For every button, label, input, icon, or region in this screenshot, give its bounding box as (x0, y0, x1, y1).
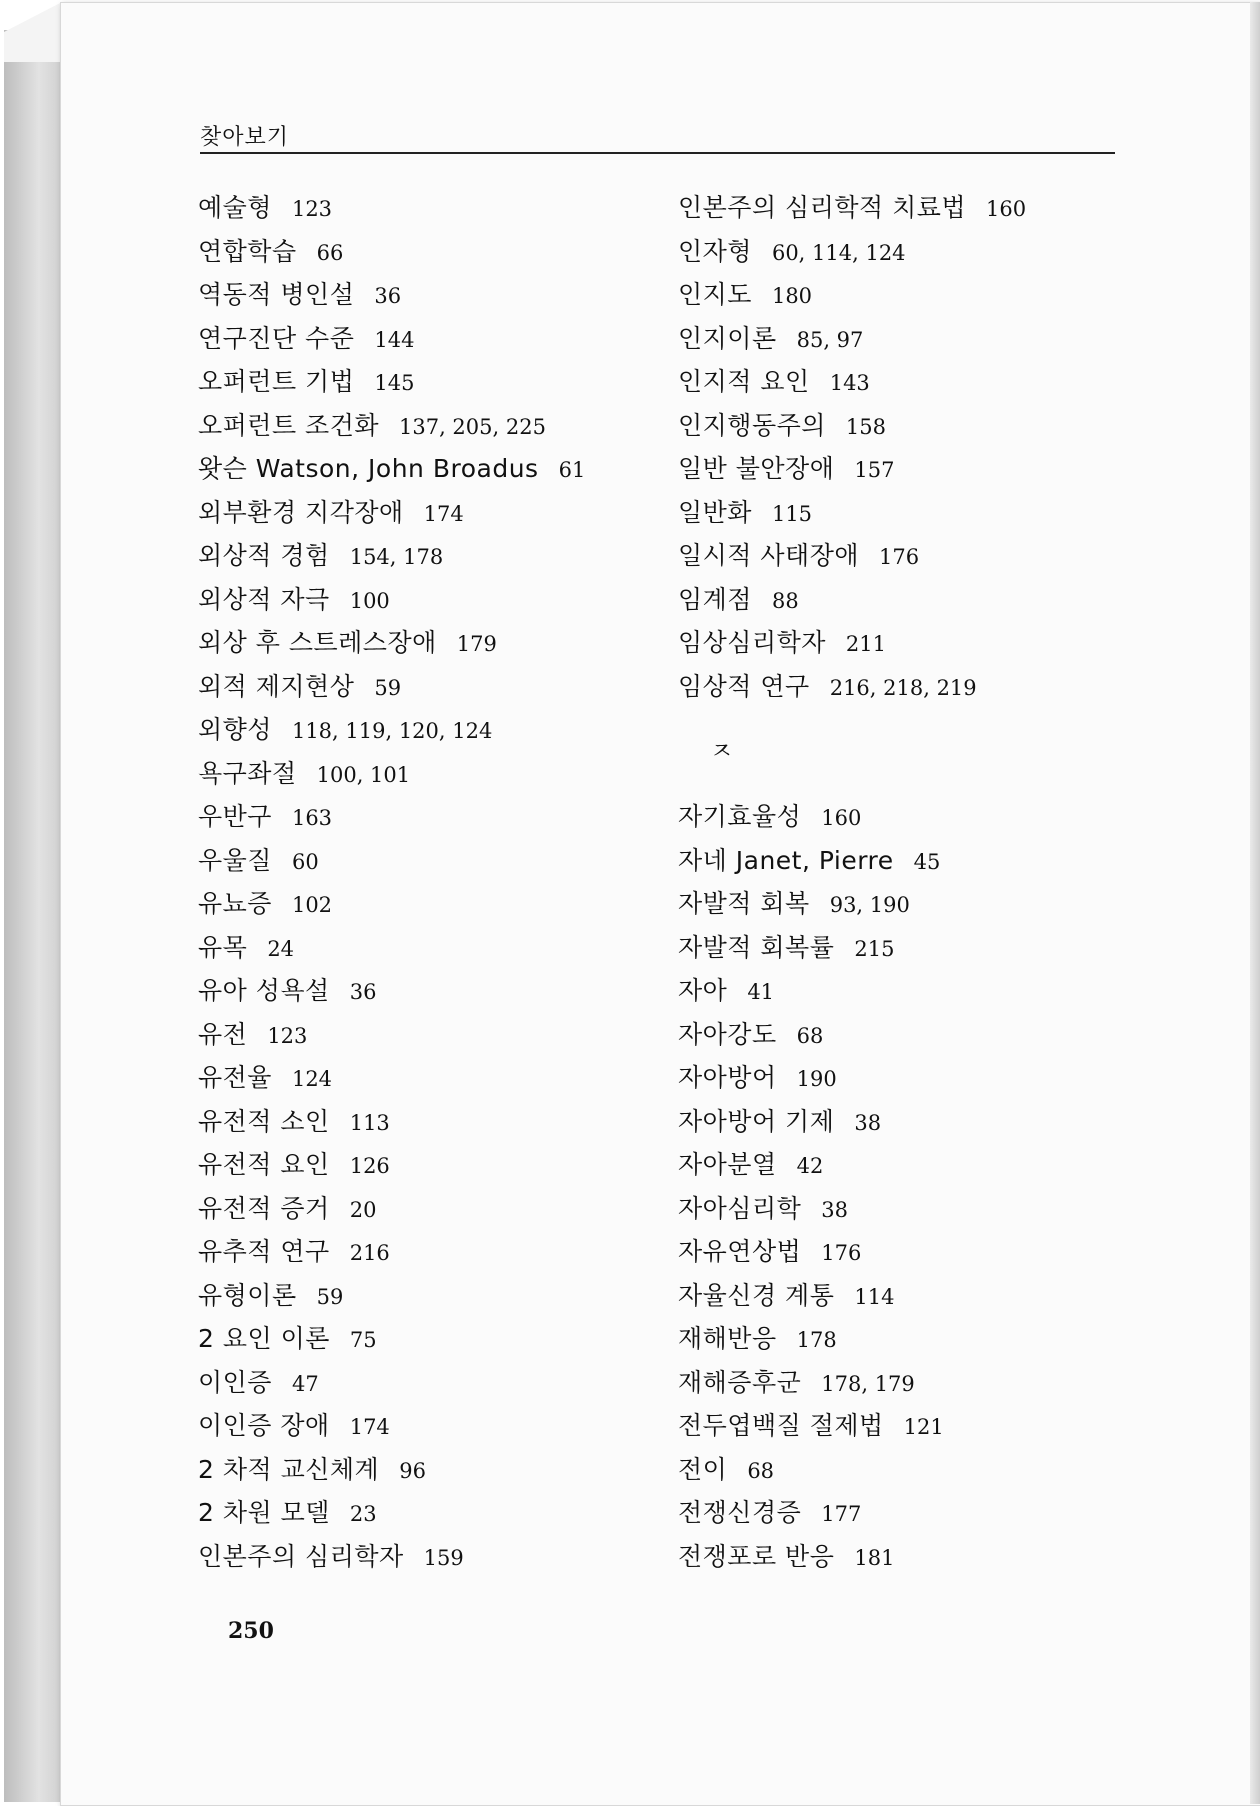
index-entry (198, 1187, 658, 1231)
index-entry (198, 360, 658, 404)
index-entry (678, 1361, 1138, 1405)
index-pages: 123 (291, 197, 333, 221)
index-entry (198, 317, 658, 361)
index-entry (678, 1274, 1138, 1318)
index-term: 전두엽백질 절제법 (678, 1411, 884, 1440)
header-title: 찾아보기 (200, 125, 290, 150)
index-term: 유전적 요인 (198, 1150, 330, 1179)
index-entry (198, 969, 658, 1013)
index-term: 전쟁포로 반응 (678, 1541, 835, 1571)
index-entry (198, 665, 658, 709)
index-pages: 100, 101 (316, 762, 411, 787)
index-pages: 45 (913, 849, 941, 874)
index-term: 유추적 연구 (198, 1237, 330, 1266)
index-term: 자아방어 기제 (678, 1106, 835, 1136)
index-pages: 158 (845, 414, 886, 439)
index-term: 왓슨 Watson, John Broadus (198, 454, 539, 483)
index-entry (678, 360, 1138, 404)
index-entry (678, 534, 1138, 578)
index-entry (678, 621, 1138, 665)
index-pages: 211 (845, 632, 886, 656)
index-term: 인본주의 심리학적 치료법 (678, 193, 967, 222)
index-pages: 177 (821, 1502, 862, 1526)
index-pages: 178 (796, 1328, 837, 1352)
index-term: 일반 불안장애 (678, 454, 835, 483)
index-pages: 143 (829, 371, 870, 395)
index-pages: 121 (903, 1415, 944, 1439)
index-pages: 179 (456, 632, 497, 656)
index-term: 인지도 (678, 280, 752, 309)
index-pages: 38 (854, 1110, 882, 1135)
index-pages: 145 (374, 371, 415, 395)
index-term: 유전 (198, 1019, 248, 1049)
index-entry (678, 491, 1138, 535)
section-letter: ㅈ (710, 737, 734, 765)
index-entry (678, 1187, 1138, 1231)
index-entry (198, 230, 658, 274)
index-pages: 163 (291, 806, 333, 830)
index-pages: 85, 97 (796, 327, 864, 352)
index-term: 유전율 (198, 1063, 272, 1092)
index-term: 연구진단 수준 (198, 323, 355, 353)
index-term: 재해증후군 (678, 1367, 802, 1397)
index-pages: 36 (374, 284, 402, 308)
index-entry (678, 1013, 1138, 1057)
index-pages: 41 (747, 980, 775, 1004)
index-entry (198, 1491, 658, 1535)
index-term: 우반구 (198, 802, 272, 831)
running-header (200, 120, 1115, 151)
index-term: 오퍼런트 조건화 (198, 410, 379, 440)
index-entry (678, 186, 1138, 230)
index-entry (678, 1535, 1138, 1579)
index-term: 유형이론 (198, 1280, 297, 1310)
index-pages: 160 (821, 806, 862, 830)
book-spine (4, 30, 62, 1802)
index-entry (198, 926, 658, 970)
index-entry (198, 708, 658, 752)
index-pages: 118, 119, 120, 124 (291, 719, 493, 743)
index-pages: 144 (374, 327, 415, 352)
index-term: 예술형 (198, 193, 272, 222)
index-entry (198, 1535, 658, 1579)
index-pages: 42 (796, 1154, 824, 1178)
index-pages: 96 (399, 1458, 426, 1483)
index-entry (198, 882, 658, 926)
index-term: 유전적 증거 (198, 1193, 330, 1223)
index-entry (678, 1143, 1138, 1187)
index-pages: 176 (879, 545, 920, 569)
index-pages: 174 (423, 501, 464, 526)
index-entry (678, 404, 1138, 448)
index-term: 임계점 (678, 584, 752, 614)
index-term: 외부환경 지각장애 (198, 497, 404, 527)
index-pages: 93, 190 (829, 893, 910, 917)
index-pages: 66 (316, 240, 344, 265)
index-pages: 20 (349, 1197, 377, 1222)
book-spine-top (4, 2, 62, 62)
index-pages: 180 (771, 284, 813, 308)
index-term: 이인증 장애 (198, 1411, 330, 1440)
index-pages: 178, 179 (821, 1371, 915, 1396)
index-entry (198, 839, 658, 883)
index-pages: 114 (854, 1284, 895, 1309)
index-term: 인본주의 심리학자 (198, 1541, 404, 1571)
index-pages: 36 (349, 980, 377, 1004)
index-entry (678, 926, 1138, 970)
index-term: 외적 제지현상 (198, 671, 355, 701)
index-pages: 124 (291, 1067, 333, 1091)
index-pages: 68 (747, 1458, 775, 1483)
index-entry (678, 665, 1138, 709)
index-entry (678, 230, 1138, 274)
index-entry (198, 621, 658, 665)
header-rule (200, 152, 1115, 154)
index-entry (198, 1361, 658, 1405)
index-pages: 88 (771, 588, 799, 613)
index-pages: 60, 114, 124 (771, 240, 906, 265)
index-term: 2 차적 교신체계 (198, 1454, 380, 1484)
index-term: 욕구좌절 (198, 758, 297, 788)
index-entry (678, 795, 1138, 839)
index-entry (198, 404, 658, 448)
index-group-b (678, 795, 1138, 1578)
index-pages: 216, 218, 219 (829, 675, 977, 700)
index-pages: 190 (796, 1067, 837, 1091)
index-pages: 68 (796, 1023, 824, 1048)
index-term: 자율신경 계통 (678, 1280, 835, 1310)
index-entry (198, 1317, 658, 1361)
index-pages: 61 (558, 458, 586, 482)
index-pages: 157 (854, 458, 895, 482)
index-entry (678, 1230, 1138, 1274)
index-pages: 176 (821, 1241, 862, 1265)
index-term: 일시적 사태장애 (678, 541, 859, 570)
index-entry (198, 1143, 658, 1187)
index-pages: 215 (854, 936, 895, 961)
index-term: 자기효율성 (678, 802, 802, 831)
index-pages: 60 (291, 849, 319, 874)
index-entry (198, 491, 658, 535)
index-pages: 102 (291, 893, 333, 917)
index-entry (198, 447, 658, 491)
index-term: 2 차원 모델 (198, 1498, 330, 1527)
index-term: 인지행동주의 (678, 410, 826, 440)
index-entry (198, 186, 658, 230)
index-term: 자유연상법 (678, 1237, 802, 1266)
index-entry (198, 1056, 658, 1100)
index-term: 자발적 회복률 (678, 932, 835, 962)
index-pages: 113 (349, 1110, 390, 1135)
index-entry (678, 1056, 1138, 1100)
index-entry (198, 1274, 658, 1318)
index-term: 외상적 자극 (198, 584, 330, 614)
index-term: 자발적 회복 (678, 889, 810, 918)
index-entry (198, 1448, 658, 1492)
index-column-left (198, 186, 658, 1578)
index-term: 유전적 소인 (198, 1106, 330, 1136)
index-entry (198, 1230, 658, 1274)
index-term: 오퍼런트 기법 (198, 367, 355, 396)
index-pages: 126 (349, 1154, 390, 1178)
index-entry (198, 1404, 658, 1448)
index-term: 우울질 (198, 845, 272, 875)
index-pages: 216 (349, 1241, 390, 1265)
index-term: 인지적 요인 (678, 367, 810, 396)
index-pages: 159 (423, 1545, 464, 1570)
index-term: 유뇨증 (198, 889, 272, 918)
index-entry (678, 1317, 1138, 1361)
index-term: 외향성 (198, 715, 272, 744)
index-entry (198, 578, 658, 622)
index-pages: 123 (267, 1023, 308, 1048)
index-term: 유목 (198, 932, 248, 962)
index-pages: 38 (821, 1197, 848, 1222)
index-term: 일반화 (678, 497, 752, 527)
index-entry (678, 578, 1138, 622)
index-pages: 59 (374, 675, 402, 700)
index-term: 인자형 (678, 236, 752, 266)
index-pages: 75 (349, 1328, 377, 1352)
index-term: 외상 후 스트레스장애 (198, 628, 437, 657)
index-term: 자네 Janet, Pierre (678, 845, 894, 875)
index-pages: 174 (349, 1415, 390, 1439)
index-entry (678, 273, 1138, 317)
index-entry (678, 839, 1138, 883)
index-entry (678, 447, 1138, 491)
index-entry (198, 273, 658, 317)
index-term: 연합학습 (198, 236, 297, 266)
index-entry (198, 795, 658, 839)
index-term: 재해반응 (678, 1324, 777, 1353)
index-term: 외상적 경험 (198, 541, 330, 570)
index-term: 자아분열 (678, 1150, 777, 1179)
index-group-a (678, 186, 1138, 708)
index-pages: 160 (986, 197, 1027, 221)
index-pages: 47 (291, 1371, 319, 1396)
index-column-right (678, 186, 1138, 1578)
index-entry (198, 1013, 658, 1057)
page-edge (1250, 2, 1260, 1804)
page-number: 250 (228, 1618, 274, 1644)
index-entry (678, 1491, 1138, 1535)
index-term: 2 요인 이론 (198, 1324, 330, 1353)
index-entry (678, 882, 1138, 926)
index-term: 유아 성욕설 (198, 976, 330, 1005)
index-term: 이인증 (198, 1367, 272, 1397)
index-pages: 181 (854, 1545, 895, 1570)
index-term: 자아강도 (678, 1019, 777, 1049)
index-entry (678, 1100, 1138, 1144)
index-pages: 23 (349, 1502, 377, 1526)
index-entry (678, 317, 1138, 361)
index-term: 임상적 연구 (678, 671, 810, 701)
index-term: 임상심리학자 (678, 628, 826, 657)
index-term: 전쟁신경증 (678, 1498, 802, 1527)
index-term: 자아심리학 (678, 1193, 802, 1223)
index-pages: 137, 205, 225 (399, 414, 546, 439)
index-term: 자아 (678, 976, 728, 1005)
index-term: 역동적 병인설 (198, 280, 355, 309)
index-term: 인지이론 (678, 323, 777, 353)
index-term: 자아방어 (678, 1063, 777, 1092)
index-entry (198, 534, 658, 578)
index-term: 전이 (678, 1454, 728, 1484)
index-pages: 154, 178 (349, 545, 444, 569)
index-entry (678, 1404, 1138, 1448)
index-pages: 24 (267, 936, 295, 961)
index-pages: 59 (316, 1284, 344, 1309)
index-entry (198, 752, 658, 796)
index-pages: 100 (349, 588, 390, 613)
index-entry (678, 1448, 1138, 1492)
index-entry (198, 1100, 658, 1144)
index-entry (678, 969, 1138, 1013)
index-pages: 115 (771, 501, 813, 526)
